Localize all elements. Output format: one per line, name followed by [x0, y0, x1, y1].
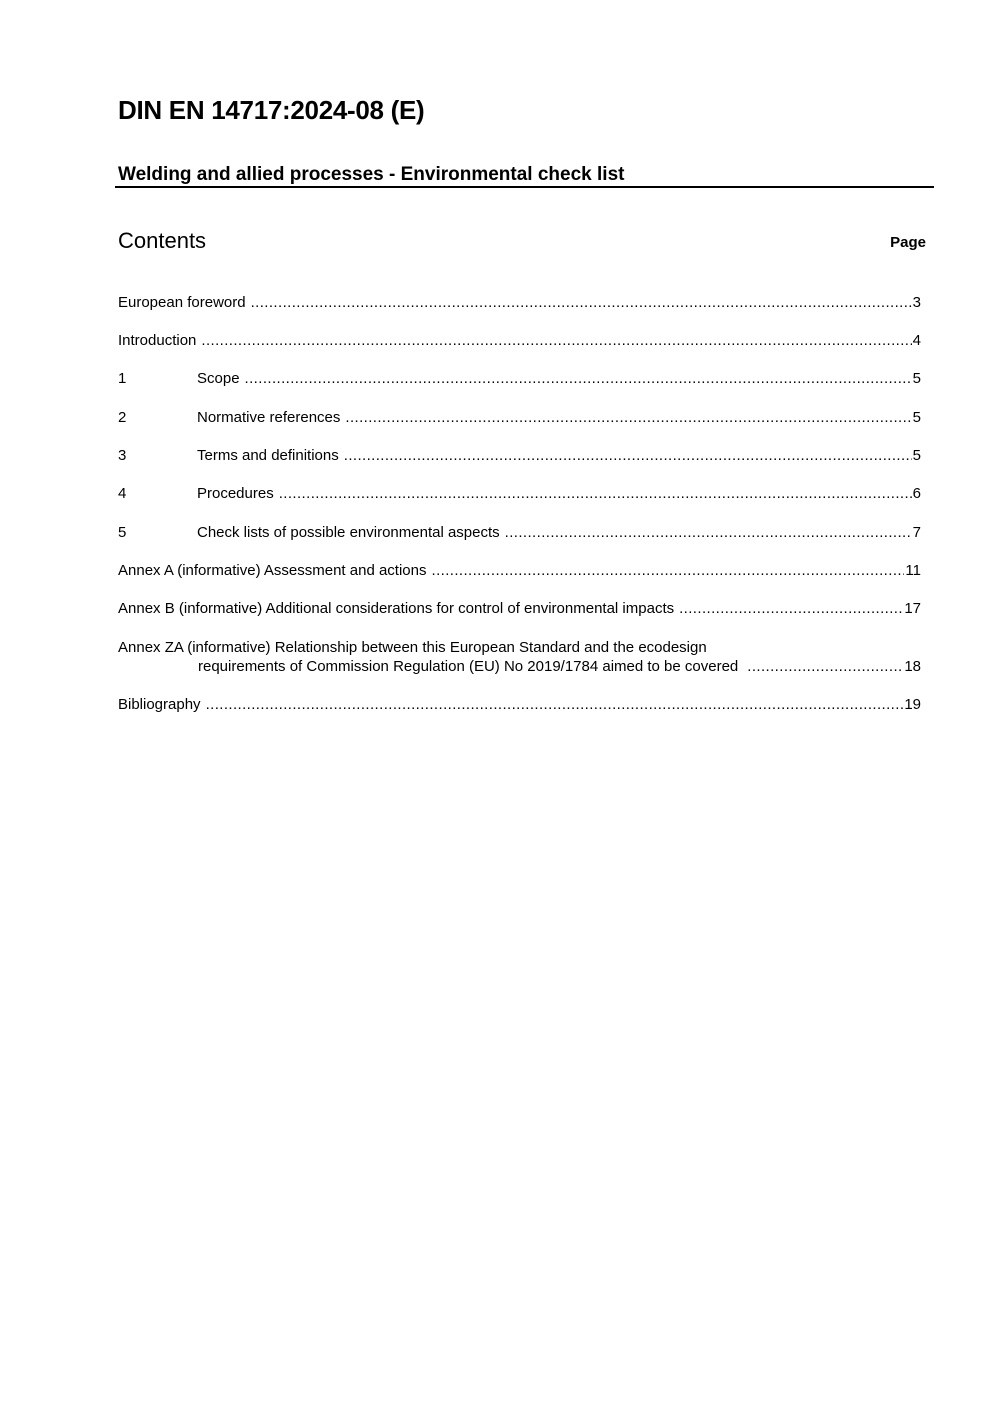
toc-entry-page: 5	[912, 409, 921, 426]
toc-entry-page: 19	[904, 696, 921, 713]
toc-entry-number: 5	[118, 524, 127, 541]
toc-entry-page: 4	[912, 332, 921, 349]
toc-entry-number: 1	[118, 370, 127, 387]
toc-leader-dots	[432, 561, 905, 580]
toc-entry-bibliography[interactable]	[118, 695, 921, 714]
document-subtitle: Welding and allied processes - Environmental check list	[118, 164, 625, 185]
toc-leader-dots	[279, 484, 912, 503]
toc-entry-page: 18	[904, 658, 921, 675]
contents-heading: Contents	[118, 228, 207, 253]
toc-entry-procedures[interactable]	[118, 484, 921, 503]
toc-leader-dots	[201, 331, 911, 350]
toc-entry-title: Terms and definitions	[197, 447, 339, 464]
toc-leader-dots	[251, 293, 912, 312]
toc-entry-page: 17	[904, 600, 921, 617]
toc-entry-title: Procedures	[197, 485, 274, 502]
page-column-heading: Page	[890, 234, 926, 251]
document-id: DIN EN 14717:2024-08 (E)	[118, 95, 425, 125]
toc-entry-page: 5	[912, 370, 921, 387]
toc-leader-dots	[747, 657, 903, 676]
toc-entry-title: European foreword	[118, 294, 246, 311]
toc-entry-number: 3	[118, 447, 127, 464]
toc-entry-title: Normative references	[197, 409, 341, 426]
toc-entry-normative-references[interactable]	[118, 408, 921, 427]
toc-entry-introduction[interactable]	[118, 331, 921, 350]
toc-leader-dots	[345, 408, 911, 427]
toc-entry-terms-and-definitions[interactable]	[118, 446, 921, 465]
toc-entry-check-lists[interactable]	[118, 523, 921, 542]
toc-entry-page: 3	[912, 294, 921, 311]
subtitle-block	[115, 162, 934, 188]
toc-entry-title: Annex A (informative) Assessment and actions	[118, 562, 427, 579]
toc-entry-page: 5	[912, 447, 921, 464]
toc-entry-number: 4	[118, 485, 127, 502]
toc-entry-title: Bibliography	[118, 696, 201, 713]
toc-entry-page: 6	[912, 485, 921, 502]
toc-entry-title-line2: requirements of Commission Regulation (EU) No 2019/1784 aimed to be covered	[198, 658, 739, 675]
toc-leader-dots	[505, 523, 912, 542]
toc-entry-page: 11	[905, 562, 921, 579]
toc-entry-title: Check lists of possible environmental aspects	[197, 524, 500, 541]
toc-entry-title: Scope	[197, 370, 240, 387]
toc-entry-title-line1: Annex ZA (informative) Relationship between this European Standard and the ecodesign	[118, 639, 707, 656]
toc-entry-title: Introduction	[118, 332, 197, 349]
toc-entry-annex-za[interactable]	[118, 638, 921, 676]
toc-entry-number: 2	[118, 409, 127, 426]
toc-entry-european-foreword[interactable]	[118, 293, 921, 312]
toc-entry-continuation	[118, 657, 921, 676]
toc-entry-annex-b[interactable]	[118, 599, 921, 618]
toc-leader-dots	[679, 599, 903, 618]
toc-entry-annex-a[interactable]	[118, 561, 921, 580]
toc-entry-page: 7	[912, 524, 921, 541]
toc-leader-dots	[206, 695, 904, 714]
toc-leader-dots	[344, 446, 912, 465]
toc-leader-dots	[245, 369, 912, 388]
toc-entry-title: Annex B (informative) Additional considerations for control of environmental impacts	[118, 600, 675, 617]
toc-entry-scope[interactable]	[118, 369, 921, 388]
